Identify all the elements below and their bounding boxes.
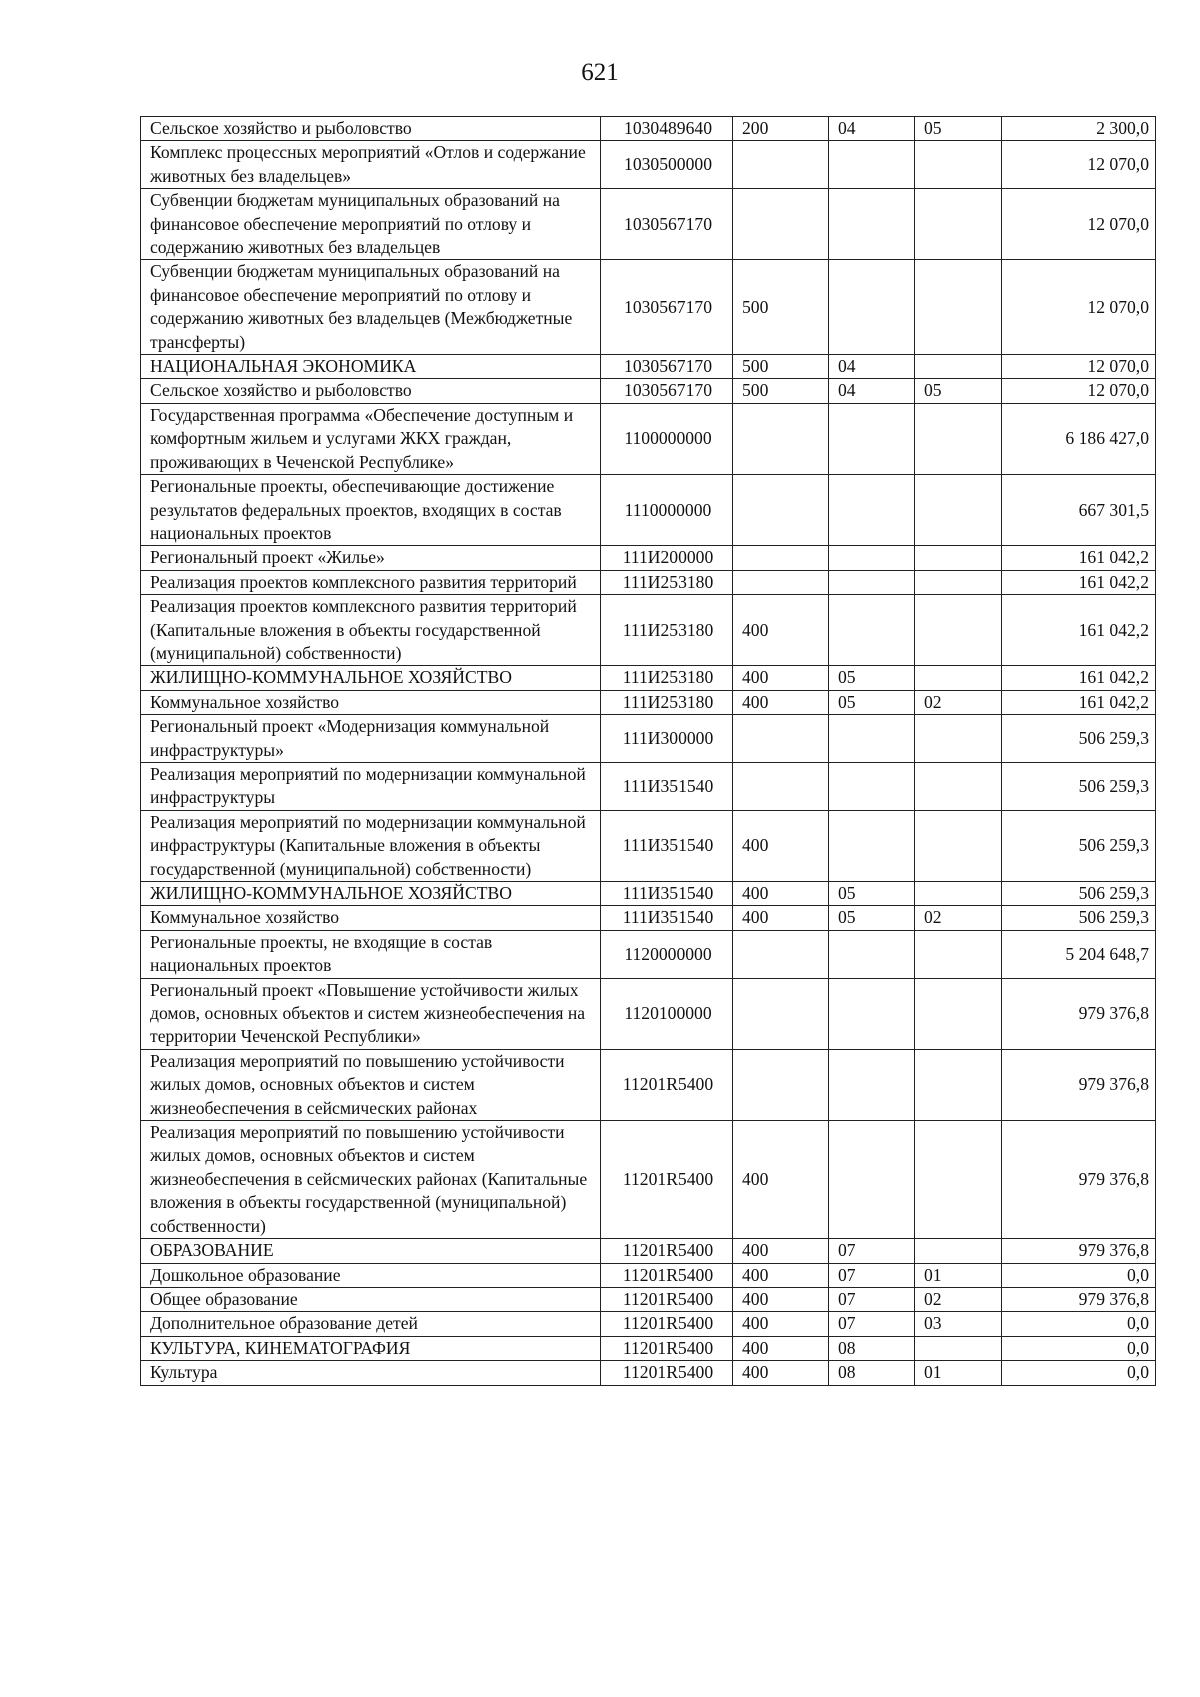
row-subsection: 03 [915, 1312, 1002, 1336]
row-section [829, 475, 915, 546]
row-expense-type: 400 [733, 666, 829, 690]
row-subsection [915, 403, 1002, 474]
page-number: 621 [581, 59, 619, 86]
row-section: 05 [829, 882, 915, 906]
row-name: Региональные проекты, обеспечивающие достижение результатов федеральных проектов, входящих в состав национальных проектов [141, 475, 601, 546]
row-expense-type: 400 [733, 882, 829, 906]
row-subsection [915, 1336, 1002, 1360]
table-row [141, 978, 1156, 1049]
row-section: 05 [829, 690, 915, 714]
row-name: ЖИЛИЩНО-КОММУНАЛЬНОЕ ХОЗЯЙСТВО [141, 666, 601, 690]
table-row [141, 1361, 1156, 1385]
row-name: Дополнительное образование детей [141, 1312, 601, 1336]
row-amount: 506 259,3 [1002, 810, 1156, 881]
row-target-code: 1030500000 [601, 141, 733, 189]
row-amount: 161 042,2 [1002, 595, 1156, 666]
row-amount: 979 376,8 [1002, 1239, 1156, 1263]
row-subsection [915, 1239, 1002, 1263]
row-name: Реализация мероприятий по повышению устойчивости жилых домов, основных объектов и систем жизнеобеспечения в сейсмических районах [141, 1049, 601, 1120]
table-row [141, 690, 1156, 714]
row-subsection: 01 [915, 1361, 1002, 1385]
row-expense-type: 400 [733, 810, 829, 881]
row-subsection [915, 570, 1002, 594]
row-subsection [915, 1049, 1002, 1120]
row-target-code: 111И253180 [601, 595, 733, 666]
table-row [141, 475, 1156, 546]
row-amount: 506 259,3 [1002, 882, 1156, 906]
row-amount: 0,0 [1002, 1263, 1156, 1287]
row-section: 04 [829, 117, 915, 141]
table-row [141, 355, 1156, 379]
row-subsection [915, 715, 1002, 763]
row-expense-type [733, 570, 829, 594]
row-target-code: 1100000000 [601, 403, 733, 474]
row-amount: 0,0 [1002, 1361, 1156, 1385]
row-target-code: 1120100000 [601, 978, 733, 1049]
row-amount: 506 259,3 [1002, 762, 1156, 810]
row-subsection [915, 475, 1002, 546]
row-expense-type: 400 [733, 1121, 829, 1239]
row-amount: 506 259,3 [1002, 715, 1156, 763]
row-target-code: 111И253180 [601, 570, 733, 594]
row-expense-type: 400 [733, 906, 829, 930]
row-target-code: 1110000000 [601, 475, 733, 546]
row-name: Реализация проектов комплексного развития территорий [141, 570, 601, 594]
row-expense-type: 500 [733, 260, 829, 355]
table-row [141, 141, 1156, 189]
row-amount: 2 300,0 [1002, 117, 1156, 141]
row-section [829, 715, 915, 763]
row-section [829, 189, 915, 260]
row-section [829, 762, 915, 810]
row-amount: 506 259,3 [1002, 906, 1156, 930]
row-target-code: 111И351540 [601, 810, 733, 881]
row-target-code: 111И351540 [601, 762, 733, 810]
table-row [141, 117, 1156, 141]
row-section: 07 [829, 1263, 915, 1287]
table-row [141, 930, 1156, 978]
row-name: Региональный проект «Модернизация коммунальной инфраструктуры» [141, 715, 601, 763]
row-target-code: 111И253180 [601, 690, 733, 714]
table-row [141, 1336, 1156, 1360]
row-expense-type: 400 [733, 1263, 829, 1287]
row-expense-type: 400 [733, 1336, 829, 1360]
row-name: Реализация мероприятий по повышению устойчивости жилых домов, основных объектов и систем жизнеобеспечения в сейсмических районах (Капитальные вложения в объекты государственной (муниципальной) собственности) [141, 1121, 601, 1239]
budget-table-body [141, 117, 1156, 1386]
row-expense-type [733, 403, 829, 474]
row-expense-type: 400 [733, 1361, 829, 1385]
row-expense-type: 500 [733, 379, 829, 403]
row-section: 04 [829, 355, 915, 379]
row-name: Региональные проекты, не входящие в состав национальных проектов [141, 930, 601, 978]
row-name: Региональный проект «Жилье» [141, 546, 601, 570]
row-section [829, 595, 915, 666]
row-name: Дошкольное образование [141, 1263, 601, 1287]
row-name: Реализация проектов комплексного развития территорий (Капитальные вложения в объекты государственной (муниципальной) собственности) [141, 595, 601, 666]
row-section [829, 1049, 915, 1120]
row-name: НАЦИОНАЛЬНАЯ ЭКОНОМИКА [141, 355, 601, 379]
row-subsection: 01 [915, 1263, 1002, 1287]
row-target-code: 1030567170 [601, 355, 733, 379]
table-row [141, 1239, 1156, 1263]
row-target-code: 1030567170 [601, 189, 733, 260]
budget-table [140, 116, 1156, 1386]
row-section [829, 810, 915, 881]
row-target-code: 11201R5400 [601, 1263, 733, 1287]
row-expense-type: 400 [733, 1312, 829, 1336]
table-row [141, 1049, 1156, 1120]
row-expense-type [733, 546, 829, 570]
row-name: ЖИЛИЩНО-КОММУНАЛЬНОЕ ХОЗЯЙСТВО [141, 882, 601, 906]
row-name: КУЛЬТУРА, КИНЕМАТОГРАФИЯ [141, 1336, 601, 1360]
row-subsection: 05 [915, 379, 1002, 403]
row-section [829, 403, 915, 474]
row-amount: 12 070,0 [1002, 189, 1156, 260]
row-subsection [915, 762, 1002, 810]
row-target-code: 11201R5400 [601, 1312, 733, 1336]
row-expense-type [733, 189, 829, 260]
row-target-code: 111И300000 [601, 715, 733, 763]
row-name: Коммунальное хозяйство [141, 690, 601, 714]
table-row [141, 906, 1156, 930]
row-amount: 12 070,0 [1002, 355, 1156, 379]
row-amount: 0,0 [1002, 1312, 1156, 1336]
row-section [829, 930, 915, 978]
row-subsection: 02 [915, 906, 1002, 930]
row-target-code: 11201R5400 [601, 1287, 733, 1311]
row-name: Сельское хозяйство и рыболовство [141, 117, 601, 141]
row-subsection [915, 1121, 1002, 1239]
row-amount: 5 204 648,7 [1002, 930, 1156, 978]
row-expense-type: 500 [733, 355, 829, 379]
row-name: Культура [141, 1361, 601, 1385]
row-name: Комплекс процессных мероприятий «Отлов и содержание животных без владельцев» [141, 141, 601, 189]
row-amount: 979 376,8 [1002, 1121, 1156, 1239]
row-expense-type [733, 475, 829, 546]
row-amount: 161 042,2 [1002, 546, 1156, 570]
row-section: 08 [829, 1336, 915, 1360]
row-section: 08 [829, 1361, 915, 1385]
row-expense-type: 200 [733, 117, 829, 141]
row-target-code: 111И200000 [601, 546, 733, 570]
row-subsection [915, 882, 1002, 906]
row-amount: 12 070,0 [1002, 260, 1156, 355]
row-expense-type: 400 [733, 690, 829, 714]
row-expense-type [733, 1049, 829, 1120]
row-subsection [915, 546, 1002, 570]
row-section [829, 141, 915, 189]
row-target-code: 111И351540 [601, 906, 733, 930]
row-section [829, 570, 915, 594]
row-target-code: 11201R5400 [601, 1336, 733, 1360]
row-subsection [915, 595, 1002, 666]
row-section: 07 [829, 1287, 915, 1311]
row-section: 05 [829, 666, 915, 690]
row-section: 07 [829, 1312, 915, 1336]
row-subsection [915, 260, 1002, 355]
table-row [141, 546, 1156, 570]
table-row [141, 1312, 1156, 1336]
row-section [829, 546, 915, 570]
row-subsection [915, 930, 1002, 978]
row-name: Реализация мероприятий по модернизации коммунальной инфраструктуры (Капитальные вложения в объекты государственной (муниципальной) собственности) [141, 810, 601, 881]
table-row [141, 1287, 1156, 1311]
row-amount: 979 376,8 [1002, 1049, 1156, 1120]
row-amount: 161 042,2 [1002, 570, 1156, 594]
row-amount: 979 376,8 [1002, 978, 1156, 1049]
row-section [829, 978, 915, 1049]
row-name: Сельское хозяйство и рыболовство [141, 379, 601, 403]
row-expense-type [733, 141, 829, 189]
row-subsection [915, 355, 1002, 379]
row-target-code: 11201R5400 [601, 1049, 733, 1120]
row-amount: 0,0 [1002, 1336, 1156, 1360]
row-expense-type [733, 978, 829, 1049]
row-subsection [915, 978, 1002, 1049]
row-amount: 12 070,0 [1002, 141, 1156, 189]
row-expense-type [733, 930, 829, 978]
table-row [141, 260, 1156, 355]
row-name: Государственная программа «Обеспечение доступным и комфортным жильем и услугами ЖКХ граждан, проживающих в Чеченской Республике» [141, 403, 601, 474]
row-subsection: 02 [915, 1287, 1002, 1311]
row-expense-type: 400 [733, 1239, 829, 1263]
table-row [141, 666, 1156, 690]
table-row [141, 882, 1156, 906]
table-row [141, 403, 1156, 474]
row-amount: 6 186 427,0 [1002, 403, 1156, 474]
table-row [141, 379, 1156, 403]
table-row [141, 570, 1156, 594]
row-amount: 667 301,5 [1002, 475, 1156, 546]
row-name: Региональный проект «Повышение устойчивости жилых домов, основных объектов и систем жизнеобеспечения на территории Чеченской Республики» [141, 978, 601, 1049]
table-row [141, 715, 1156, 763]
row-expense-type [733, 762, 829, 810]
row-subsection [915, 141, 1002, 189]
row-target-code: 111И253180 [601, 666, 733, 690]
row-name: Общее образование [141, 1287, 601, 1311]
row-name: Субвенции бюджетам муниципальных образований на финансовое обеспечение мероприятий по отлову и содержанию животных без владельцев (Межбюджетные трансферты) [141, 260, 601, 355]
row-subsection [915, 189, 1002, 260]
row-target-code: 11201R5400 [601, 1121, 733, 1239]
row-subsection [915, 666, 1002, 690]
table-row [141, 595, 1156, 666]
row-section [829, 260, 915, 355]
row-amount: 12 070,0 [1002, 379, 1156, 403]
row-amount: 161 042,2 [1002, 666, 1156, 690]
row-target-code: 1120000000 [601, 930, 733, 978]
table-row [141, 1263, 1156, 1287]
row-target-code: 11201R5400 [601, 1361, 733, 1385]
row-target-code: 1030567170 [601, 379, 733, 403]
row-amount: 161 042,2 [1002, 690, 1156, 714]
table-row [141, 189, 1156, 260]
row-name: Реализация мероприятий по модернизации коммунальной инфраструктуры [141, 762, 601, 810]
row-section [829, 1121, 915, 1239]
row-subsection: 05 [915, 117, 1002, 141]
row-expense-type: 400 [733, 595, 829, 666]
row-name: ОБРАЗОВАНИЕ [141, 1239, 601, 1263]
row-section: 07 [829, 1239, 915, 1263]
row-name: Коммунальное хозяйство [141, 906, 601, 930]
row-expense-type [733, 715, 829, 763]
row-target-code: 1030567170 [601, 260, 733, 355]
row-target-code: 11201R5400 [601, 1239, 733, 1263]
table-row [141, 1121, 1156, 1239]
table-row [141, 762, 1156, 810]
row-target-code: 111И351540 [601, 882, 733, 906]
row-subsection: 02 [915, 690, 1002, 714]
row-amount: 979 376,8 [1002, 1287, 1156, 1311]
table-row [141, 810, 1156, 881]
row-section: 05 [829, 906, 915, 930]
row-expense-type: 400 [733, 1287, 829, 1311]
row-section: 04 [829, 379, 915, 403]
row-target-code: 1030489640 [601, 117, 733, 141]
row-name: Субвенции бюджетам муниципальных образований на финансовое обеспечение мероприятий по отлову и содержанию животных без владельцев [141, 189, 601, 260]
row-subsection [915, 810, 1002, 881]
